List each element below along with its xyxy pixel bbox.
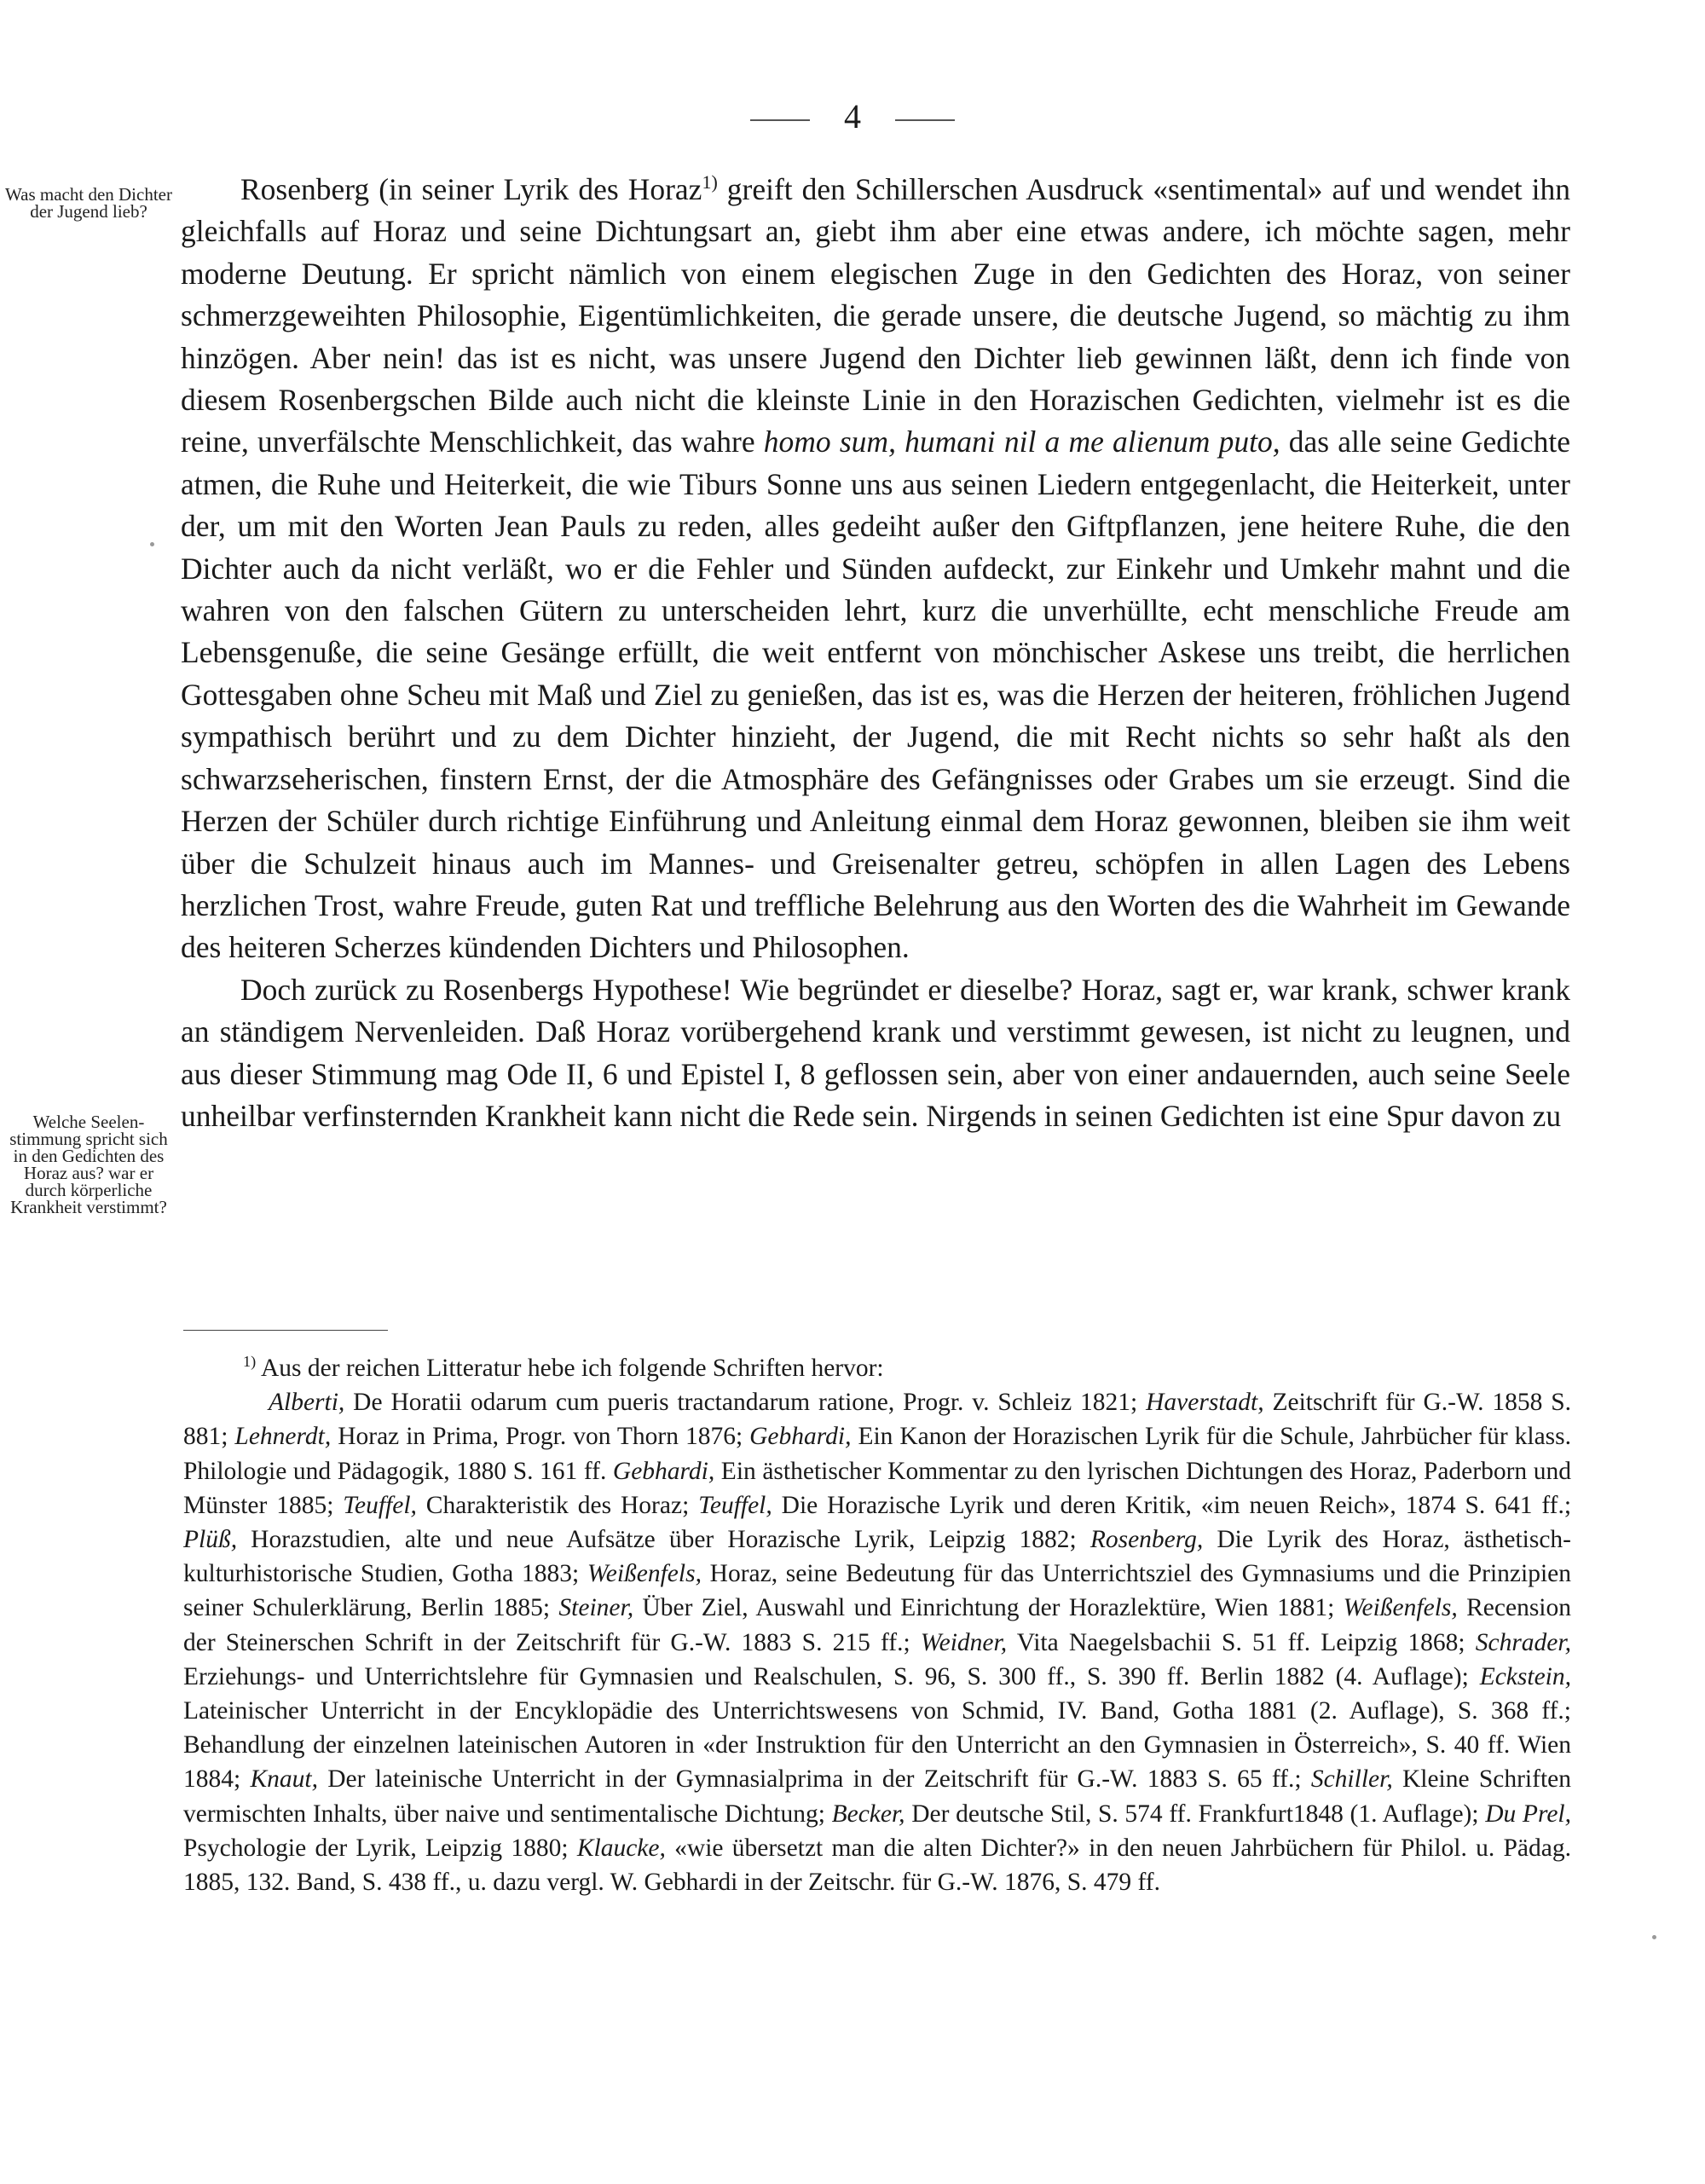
ref-text: Die Horazische Lyrik und deren Kritik, «im neuen Reich», 1874 S. 641 ff.;: [772, 1491, 1572, 1519]
ref-text: Psychologie der Lyrik, Leipzig 1880;: [183, 1834, 577, 1862]
ref-text: Vita Naegelsbachii S. 51 ff. Leipzig 1868;: [1007, 1628, 1476, 1656]
latin-quote: homo sum, humani nil a me alienum puto,: [763, 425, 1280, 459]
ref-author: Schrader,: [1475, 1628, 1571, 1656]
ref-text: Horazstudien, alte und neue Aufsätze über Horazische Lyrik, Leipzig 1882;: [237, 1526, 1090, 1554]
footnote-rule: [183, 1330, 388, 1331]
ref-text: Über Ziel, Auswahl und Einrichtung der Horazlektüre, Wien 1881;: [633, 1594, 1344, 1622]
header-dash-left: [750, 119, 810, 121]
ref-author: Alberti,: [269, 1389, 345, 1417]
ref-author: Gebhardi,: [749, 1423, 852, 1451]
ref-text: Ein ästhetischer Kommentar zu den lyrischen Dichtungen des Horaz, Paderborn und Münster 1885;: [183, 1457, 1571, 1519]
ref-author: Rosenberg,: [1089, 1526, 1204, 1554]
ref-text: Die Lyrik des Horaz, ästhetisch-kulturhistorische Studien, Gotha 1883;: [183, 1526, 1572, 1588]
ref-author: Knaut,: [250, 1765, 318, 1794]
ref-author: Du Prel,: [1485, 1800, 1571, 1828]
ref-author: Plüß,: [183, 1526, 238, 1554]
header-dash-right: [895, 119, 955, 121]
ref-text: Erziehungs- und Unterrichtslehre für Gymnasien und Realschulen, S. 96, S. 300 ff., S. 390 ff. Berlin 1882 (4. Auflage);: [183, 1662, 1480, 1690]
ref-text: Kleine Schriften vermischten Inhalts, über naive und sentimentalische Dichtung;: [183, 1765, 1571, 1828]
ref-text: Recension der Steinerschen Schrift in der Zeitschrift für G.-W. 1883 S. 215 ff.;: [183, 1594, 1571, 1656]
ref-text: «wie übersetzt man die alten Dichter?» in den neuen Jahrbüchern für Philol. u. Pädag. 1885, 132. Band, S. 438 ff., u. dazu vergl. W. Gebhardi in der Zeitschr. für G.-W. 1876, S. 479 ff.: [183, 1834, 1571, 1897]
ref-text: Zeitschrift für G.-W. 1858 S. 881;: [183, 1389, 1571, 1451]
ref-author: Gebhardi,: [612, 1457, 715, 1485]
ref-author: Klaucke,: [576, 1834, 666, 1862]
ref-author: Weidner,: [920, 1628, 1008, 1656]
ref-text: Charakteristik des Horaz;: [416, 1491, 699, 1519]
paragraph-2: Doch zurück zu Rosenbergs Hypothese! Wie begründet er dieselbe? Horaz, sagt er, war krank, schwer krank an ständigem Nervenleiden. Daß Horaz vorübergehend krank und verstimmt gewesen, ist nicht zu leugnen, und aus dieser Stimmung mag Ode II, 6 und Epistel I, 8 geflossen sein, aber von einer andauernden, auch seine Seele unheilbar verfinsternden Krankheit kann nicht die Rede sein. Nirgends in seinen Gedichten ist eine Spur davon zu: [181, 972, 1570, 1133]
ref-text: De Horatii odarum cum pueris tractandarum ratione, Progr. v. Schleiz 1821;: [344, 1389, 1147, 1417]
ref-author: Eckstein,: [1479, 1662, 1571, 1690]
ref-author: Haverstadt,: [1146, 1389, 1264, 1417]
ref-text: Der deutsche Stil, S. 574 ff. Frankfurt1848 (1. Auflage);: [905, 1800, 1486, 1828]
scan-speck: [150, 542, 154, 546]
footnote-references: [183, 1385, 1571, 1899]
ref-text: Horaz, seine Bedeutung für das Unterrichtsziel des Gymnasiums und die Prinzipien seiner Schulerklärung, Berlin 1885;: [183, 1560, 1571, 1622]
ref-text: Horaz in Prima, Progr. von Thorn 1876;: [331, 1423, 750, 1451]
ref-author: Teuffel,: [698, 1491, 772, 1519]
ref-text: Lateinischer Unterricht in der Encyklopädie des Unterrichtswesens von Schmid, IV. Band, Gotha 1881 (2. Auflage), S. 368 ff.; Behandlung der einzelnen lateinischen Autoren in «der Instruktion für den Unterricht an den Gymnasien in Österreich», S. 40 ff. Wien 1884;: [183, 1697, 1571, 1794]
paragraph-1: Rosenberg (in seiner Lyrik des Horaz$^{1)}$ greift den Schillerschen Ausdruck «sentimental» auf und wendet ihn gleichfalls auf Horaz und seine Dichtungsart an, giebt ihm aber eine etwas andere, ich möchte sagen, mehr moderne Deutung. Er spricht nämlich von einem elegischen Zuge in den Gedichten des Horaz, von seiner schmerzgeweihten Philosophie, Eigentümlichkeiten, die gerade unsere, die deutsche Jugend, so mächtig zu ihm hinzögen. Aber nein! das ist es nicht, was unsere Jugend den Dichter lieb gewinnen läßt, denn ich finde von diesem Rosenbergschen Bilde auch nicht die kleinste Linie in den Horazischen Gedichten, vielmehr ist es die reine, unverfälschte Menschlichkeit, das wahre homo sum, humani nil a me alienum puto, das alle seine Gedichte atmen, die Ruhe und Heiterkeit, die wie Tiburs Sonne uns aus seinen Liedern entgegenlacht, die Heiterkeit, unter der, um mit den Worten Jean Pauls zu reden, alles gedeiht außer den Giftpflanzen, jene heitere Ruhe, die den Dichter auch da nicht verläßt, wo er die Fehler und Sünden aufdeckt, zur Einkehr und Umkehr mahnt und die wahren von den falschen Gütern zu unterscheiden lehrt, kurz die unverhüllte, echt menschliche Freude am Lebensgenuße, die seine Gesänge erfüllt, die weit entfernt von mönchischer Askese uns treibt, die herrlichen Gottesgaben ohne Scheu mit Maß und Ziel zu genießen, das ist es, was die Herzen der heiteren, fröhlichen Jugend sympathisch berührt und zu dem Dichter hinzieht, der Jugend, die mit Recht nichts so sehr haßt als den schwarzseherischen, finstern Ernst, der die Atmosphäre des Gefängnisses oder Grabes um sie erzeugt. Sind die Herzen der Schüler durch richtige Einführung und Anleitung einmal dem Horaz gewonnen, bleiben sie ihm weit über die Schulzeit hinaus auch im Mannes- und Greisenalter getreu, schöpfen in allen Lagen des Lebens herzlichen Trost, wahre Freude, guten Rat und treffliche Belehrung aus den Worten des die Wahrheit im Gewande des heiteren Scherzes kündenden Dichters und Philosophen.: [181, 171, 1570, 965]
footnote-block: [183, 1351, 1571, 1899]
ref-author: Weißenfels,: [587, 1560, 702, 1588]
footnote-marker: 1): [243, 1353, 257, 1371]
margin-note-2: Welche Seelenstimmung spricht sich in den Gedichten des Horaz aus? war er durch körperliche Krankheit verstimmt?: [9, 1112, 168, 1217]
main-text: [181, 169, 1570, 1137]
scan-speck: [1652, 1935, 1656, 1939]
ref-author: Weißenfels,: [1343, 1594, 1458, 1622]
ref-text: Der lateinische Unterricht in der Gymnasialprima in der Zeitschrift für G.-W. 1883 S. 65 ff.;: [317, 1765, 1311, 1794]
ref-author: Schiller,: [1310, 1765, 1393, 1794]
footnote-ref: 1): [702, 171, 718, 194]
ref-author: Lehnerdt,: [234, 1423, 332, 1451]
ref-author: Teuffel,: [343, 1491, 417, 1519]
ref-author: Steiner,: [558, 1594, 634, 1622]
ref-author: Becker,: [831, 1800, 905, 1828]
margin-note-1: Was macht den Dichter der Jugend lieb?: [5, 184, 172, 222]
ref-text: Ein Kanon der Horazischen Lyrik für die Schule, Jahrbücher für klass. Philologie und Pädagogik, 1880 S. 161 ff.: [183, 1423, 1572, 1485]
page-header: [0, 95, 1705, 138]
footnote-intro: $^{1)}$ Aus der reichen Litteratur hebe ich folgende Schriften hervor:: [243, 1353, 884, 1382]
page-number: 4: [844, 97, 861, 136]
